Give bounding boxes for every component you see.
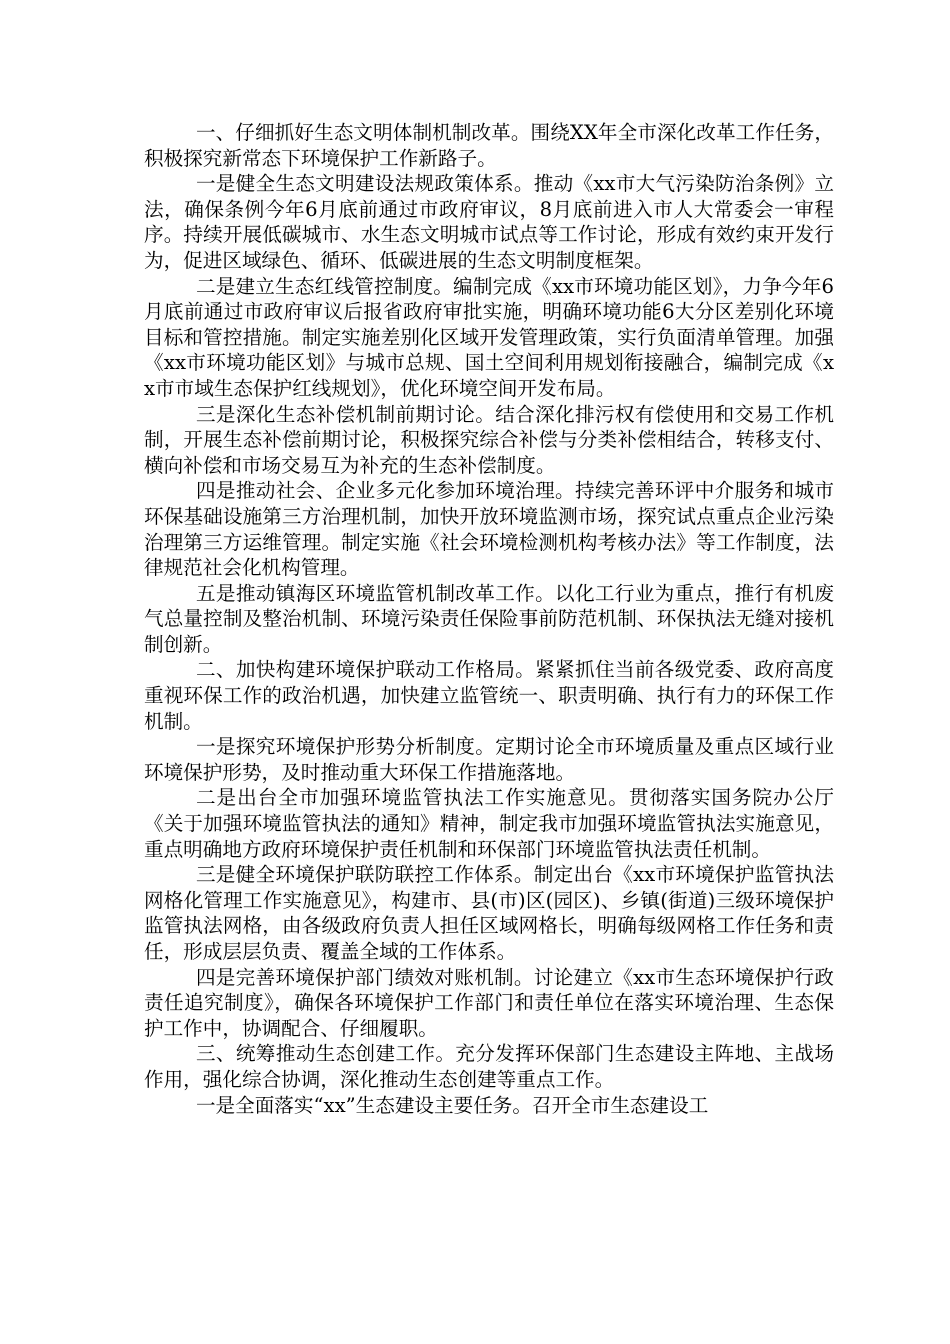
paragraph-item-1-3: 三是深化生态补偿机制前期讨论。结合深化排污权有偿使用和交易工作机制，开展生态补偿前期讨论，积极探究综合补偿与分类补偿相结合，转移支付、横向补偿和市场交易互为补充的生态补偿制度。 — [144, 402, 834, 477]
paragraph-item-2-2: 二是出台全市加强环境监管执法工作实施意见。贯彻落实国务院办公厅《关于加强环境监管执法的通知》精神，制定我市加强环境监管执法实施意见，重点明确地方政府环境保护责任机制和环保部门环境监管执法责任机制。 — [144, 786, 834, 861]
paragraph-item-1-2: 二是建立生态红线管控制度。编制完成《xx市环境功能区划》，力争今年6月底前通过市政府审议后报省政府审批实施，明确环境功能6大分区差别化环境目标和管控措施。制定实施差别化区域开发管理政策，实行负面清单管理。加强《xx市环境功能区划》与城市总规、国土空间利用规划衔接融合，编制完成《xx市市域生态保护红线规划》，优化环境空间开发布局。 — [144, 274, 834, 400]
paragraph-item-2-4: 四是完善环境保护部门绩效对账机制。讨论建立《xx市生态环境保护行政责任追究制度》，确保各环境保护工作部门和责任单位在落实环境治理、生态保护工作中，协调配合、仔细履职。 — [144, 965, 834, 1040]
paragraph-item-3-1: 一是全面落实“xx”生态建设主要任务。召开全市生态建设工 — [195, 1093, 709, 1117]
paragraph-item-1-5: 五是推动镇海区环境监管机制改革工作。以化工行业为重点，推行有机废气总量控制及整治机制、环境污染责任保险事前防范机制、环保执法无缝对接机制创新。 — [144, 581, 834, 656]
paragraph-section-1-heading: 一、仔细抓好生态文明体制机制改革。围绕XX年全市深化改革工作任务，积极探究新常态下环境保护工作新路子。 — [144, 121, 834, 170]
paragraph-item-2-3: 三是健全环境保护联防联控工作体系。制定出台《xx市环境保护监管执法网格化管理工作实施意见》，构建市、县(市)区(园区)、乡镇(街道)三级环境保护监管执法网格，由各级政府负责人担任区域网格长，明确每级网格工作任务和责任，形成层层负责、覆盖全域的工作体系。 — [144, 863, 834, 963]
paragraph-section-3-heading: 三、统筹推动生态创建工作。充分发挥环保部门生态建设主阵地、主战场作用，强化综合协调，深化推动生态创建等重点工作。 — [144, 1042, 834, 1091]
paragraph-item-1-4: 四是推动社会、企业多元化参加环境治理。持续完善环评中介服务和城市环保基础设施第三方治理机制，加快开放环境监测市场，探究试点重点企业污染治理第三方运维管理。制定实施《社会环境检测机构考核办法》等工作制度，法律规范社会化机构管理。 — [144, 479, 834, 580]
document-body — [144, 120, 834, 1118]
paragraph-item-1-1: 一是健全生态文明建设法规政策体系。推动《xx市大气污染防治条例》立法，确保条例今年6月底前通过市政府审议，8月底前进入市人大常委会一审程序。持续开展低碳城市、水生态文明城市试点等工作讨论，形成有效约束开发行为，促进区域绿色、循环、低碳进展的生态文明制度框架。 — [144, 172, 834, 272]
paragraph-item-2-1: 一是探究环境保护形势分析制度。定期讨论全市环境质量及重点区域行业环境保护形势，及时推动重大环保工作措施落地。 — [144, 735, 834, 784]
paragraph-section-2-heading: 二、加快构建环境保护联动工作格局。紧紧抓住当前各级党委、政府高度重视环保工作的政治机遇，加快建立监管统一、职责明确、执行有力的环保工作机制。 — [144, 658, 834, 733]
